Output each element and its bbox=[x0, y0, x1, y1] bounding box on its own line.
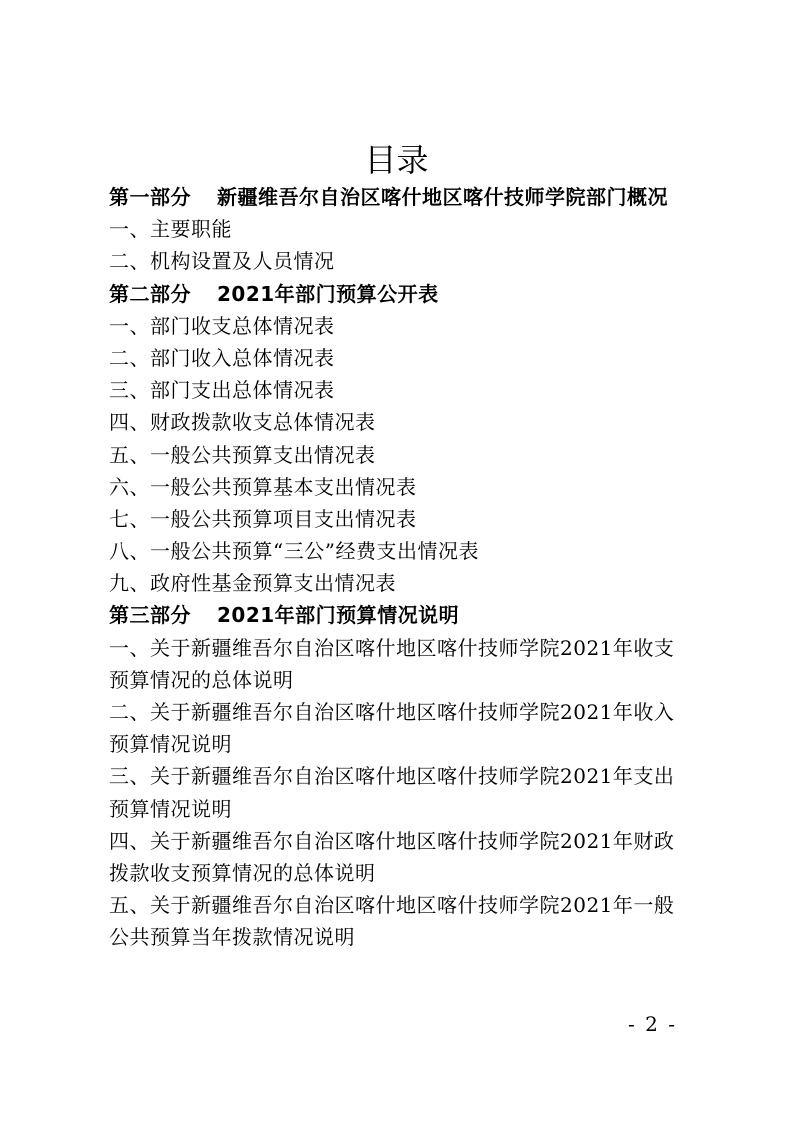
toc-item[interactable]: 八、一般公共预算“三公”经费支出情况表 bbox=[109, 539, 479, 564]
toc-item-line1[interactable]: 四、关于新疆维吾尔自治区喀什地区喀什技师学院2021年财政 bbox=[109, 828, 675, 853]
toc-part-heading[interactable] bbox=[109, 599, 709, 631]
part-label: 第一部分 bbox=[109, 185, 191, 209]
toc-item[interactable]: 二、机构设置及人员情况 bbox=[109, 249, 335, 274]
toc-item-line2[interactable]: 拨款收支预算情况的总体说明 bbox=[109, 860, 376, 885]
toc-item-line1[interactable]: 二、关于新疆维吾尔自治区喀什地区喀什技师学院2021年收入 bbox=[109, 700, 675, 724]
part-label: 第三部分 bbox=[109, 603, 191, 628]
page-number: - 2 - bbox=[628, 1012, 677, 1036]
toc-item[interactable]: 一、部门收支总体情况表 bbox=[109, 313, 335, 338]
toc-item-line2[interactable]: 预算情况说明 bbox=[109, 732, 232, 757]
part-title: 新疆维吾尔自治区喀什地区喀什技师学院部门概况 bbox=[217, 185, 668, 209]
toc-item[interactable]: 三、部门支出总体情况表 bbox=[109, 378, 335, 403]
toc-item-line1[interactable]: 三、关于新疆维吾尔自治区喀什地区喀什技师学院2021年支出 bbox=[109, 764, 675, 789]
toc-item[interactable]: 五、一般公共预算支出情况表 bbox=[109, 442, 376, 467]
toc-part-heading[interactable] bbox=[109, 278, 709, 310]
toc-item[interactable]: 二、部门收入总体情况表 bbox=[109, 345, 335, 370]
toc-item-line2[interactable]: 预算情况说明 bbox=[109, 796, 232, 821]
toc-item-line1[interactable]: 五、关于新疆维吾尔自治区喀什地区喀什技师学院2021年一般 bbox=[109, 893, 675, 918]
part-title: 2021年部门预算情况说明 bbox=[217, 603, 460, 628]
toc-item[interactable]: 一、主要职能 bbox=[109, 217, 232, 242]
toc-item-line1[interactable]: 一、关于新疆维吾尔自治区喀什地区喀什技师学院2021年收支 bbox=[109, 635, 675, 660]
toc-item[interactable]: 七、一般公共预算项目支出情况表 bbox=[109, 506, 417, 531]
part-label: 第二部分 bbox=[109, 281, 191, 306]
toc-item[interactable]: 六、一般公共预算基本支出情况表 bbox=[109, 474, 417, 499]
toc-item-line2[interactable]: 公共预算当年拨款情况说明 bbox=[109, 925, 355, 950]
table-of-contents bbox=[109, 181, 709, 954]
toc-part-heading[interactable] bbox=[109, 181, 709, 213]
toc-item-line2[interactable]: 预算情况的总体说明 bbox=[109, 667, 294, 692]
toc-item[interactable]: 四、财政拨款收支总体情况表 bbox=[109, 410, 376, 435]
part-title: 2021年部门预算公开表 bbox=[217, 281, 439, 306]
page-title: 目录 bbox=[364, 141, 429, 179]
toc-item[interactable]: 九、政府性基金预算支出情况表 bbox=[109, 571, 396, 596]
